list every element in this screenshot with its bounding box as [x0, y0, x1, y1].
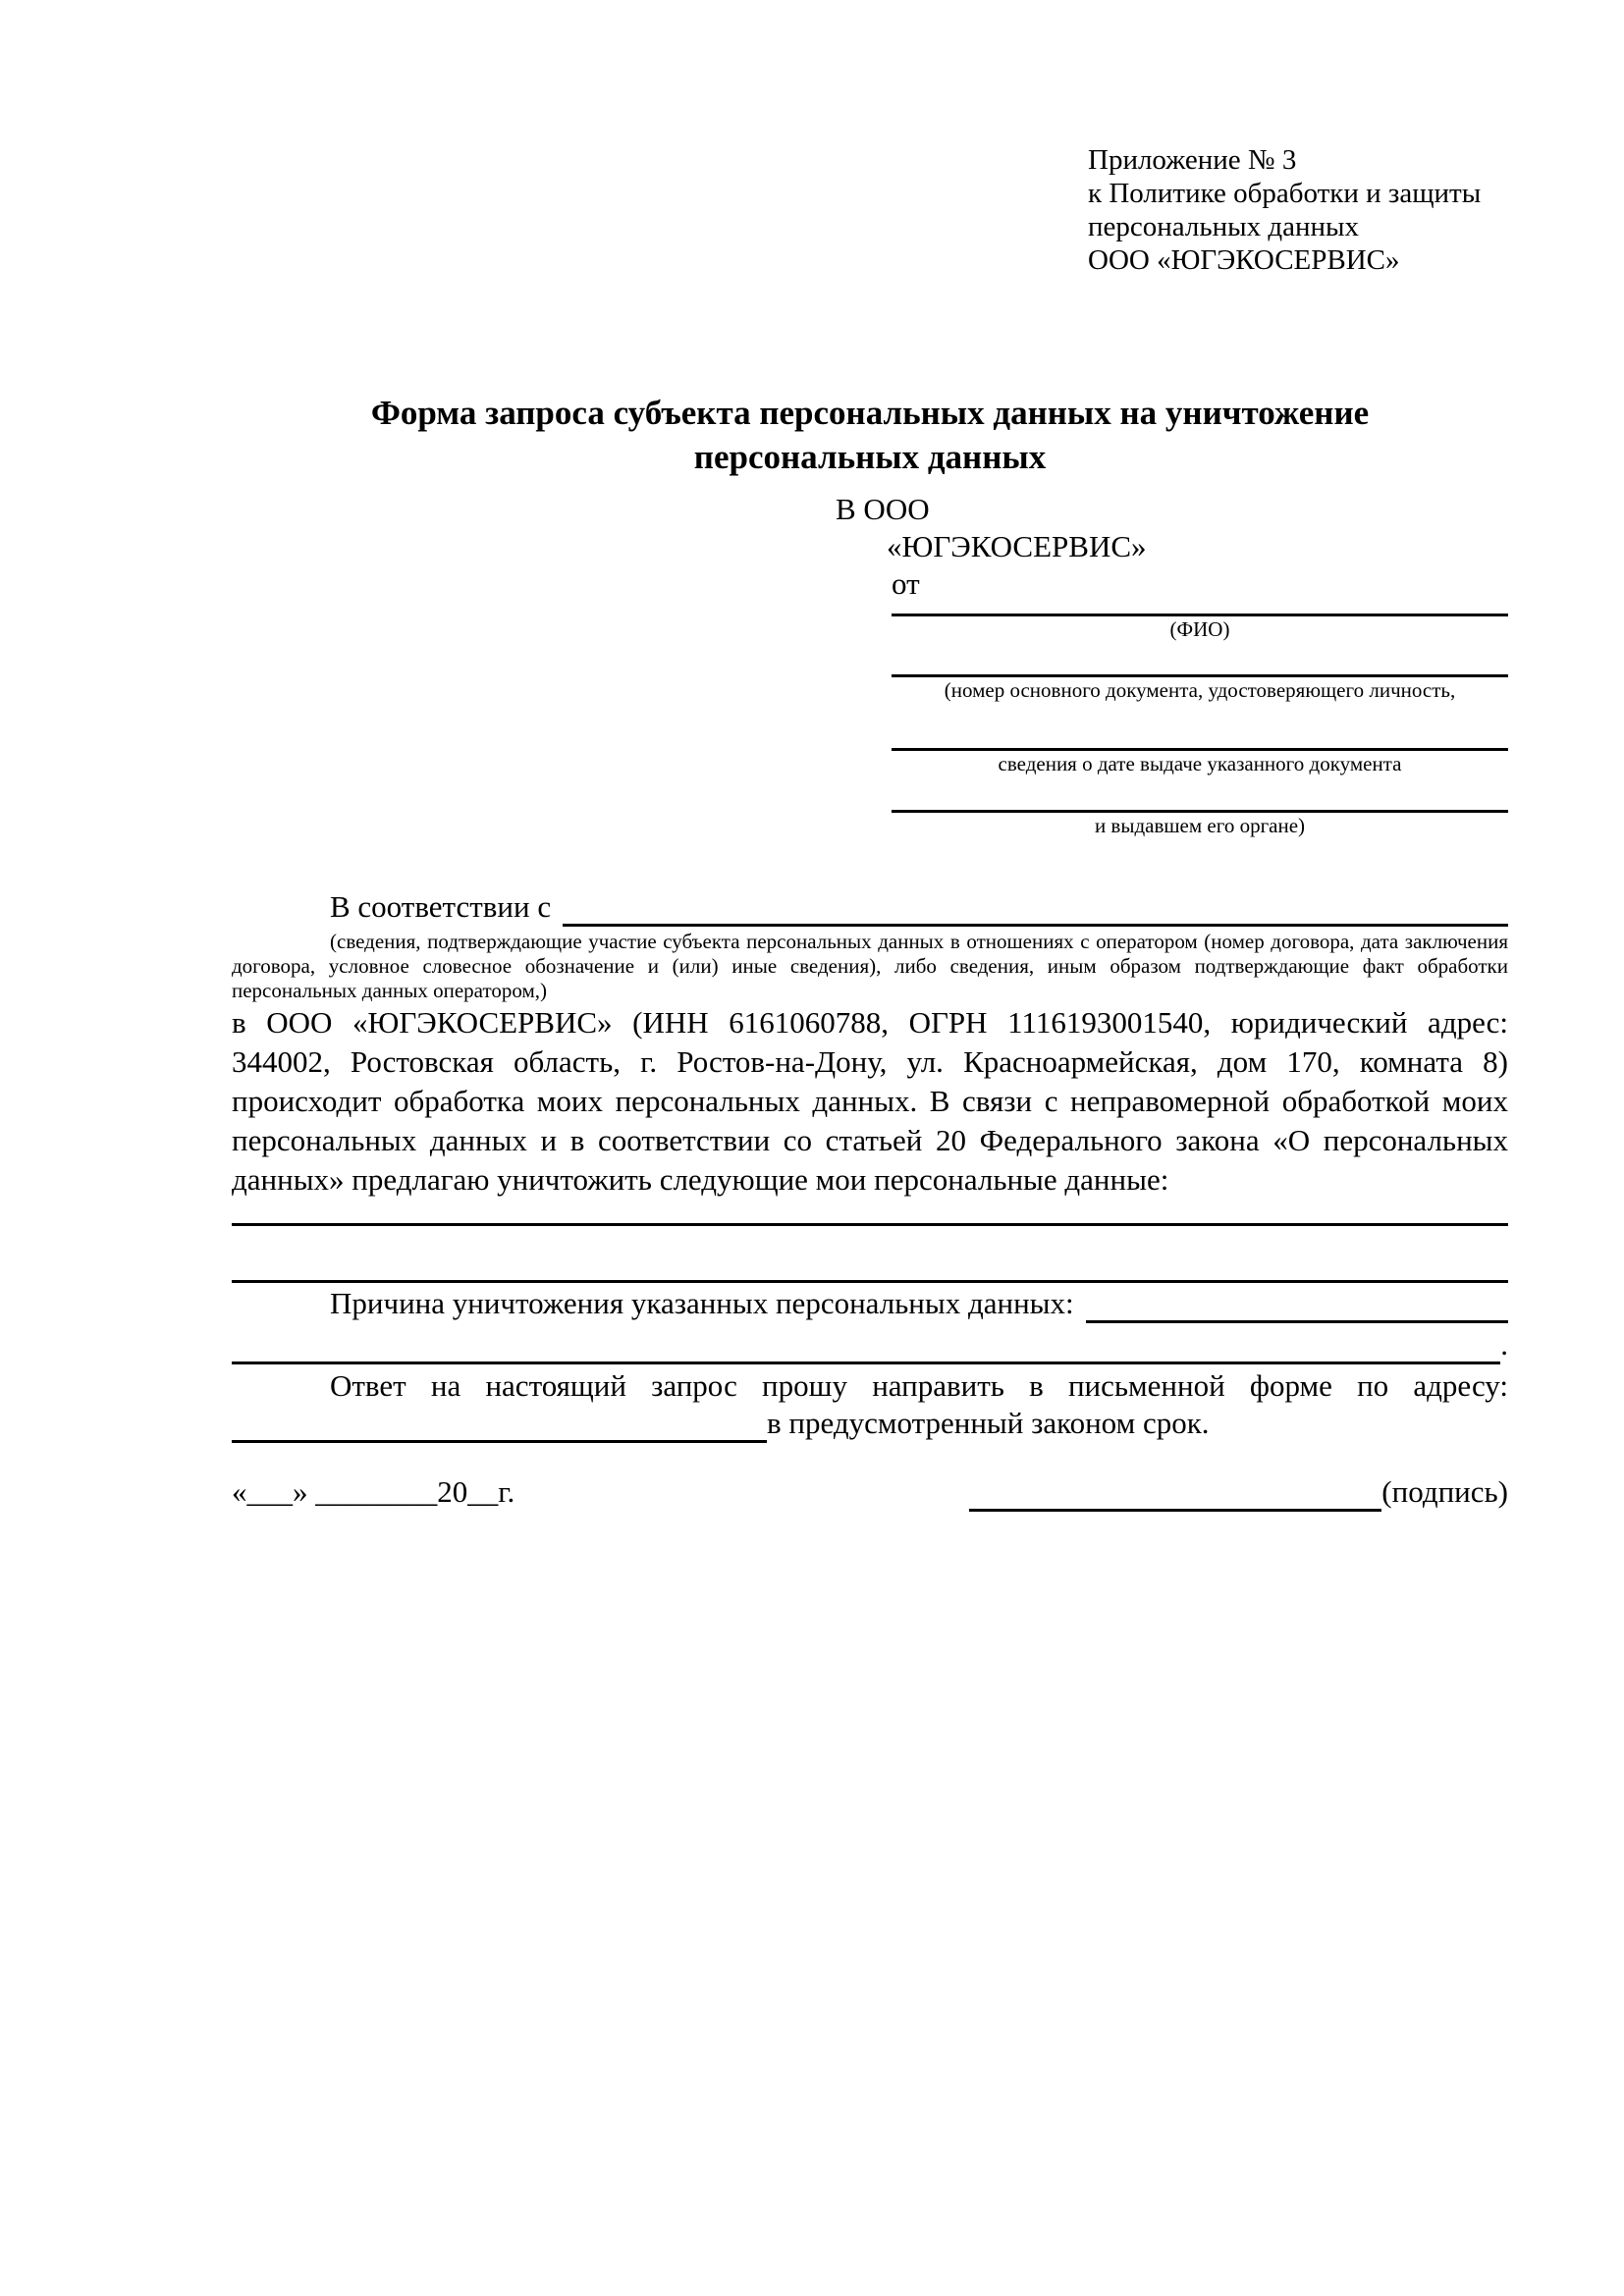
appendix-header-line: персональных данных: [1088, 211, 1360, 242]
addressee-from-label: от: [892, 566, 920, 601]
id-document-field-line: [892, 642, 1508, 677]
fio-field-caption: (ФИО): [1169, 617, 1230, 641]
signature-block: [969, 1472, 1508, 1512]
document-title-line-2: персональных данных: [693, 438, 1047, 476]
date-line: «___» ________20__г.: [232, 1474, 515, 1509]
address-row: [232, 1404, 1508, 1443]
answer-sentence: Ответ на настоящий запрос прошу направить в письменной форме по адресу:: [330, 1368, 1508, 1403]
issuing-authority-field-line: [892, 776, 1508, 813]
signature-caption: (подпись): [1381, 1474, 1508, 1509]
reason-prefix: Причина уничтожения указанных персональных данных:: [330, 1286, 1074, 1320]
reason-continuation-line: [232, 1362, 1500, 1364]
addressee-block: [232, 491, 1508, 838]
appendix-header-line: к Политике обработки и защиты: [1088, 178, 1482, 209]
data-to-destroy-line-2: [232, 1280, 1508, 1283]
main-paragraph: в ООО «ЮГЭКОСЕРВИС» (ИНН 6161060788, ОГРН 1116193001540, юридический адрес: 344002, Ростовская область, г. Ростов-на-Дону, ул. Красноармейская, дом 170, комната 8) происходит обработка моих персональных данных. В связи с неправомерной обработкой моих персональных данных и в соответствии со статьей 20 Федерального закона «О персональных данных» предлагаю уничтожить следующие мои персональные данные:: [232, 1005, 1508, 1197]
according-prefix: В соответствии с: [330, 889, 552, 924]
id-document-field-caption: (номер основного документа, удостоверяющего личность,: [944, 678, 1456, 702]
appendix-header-line: ООО «ЮГЭКОСЕРВИС»: [1088, 244, 1400, 276]
document-title: [232, 391, 1508, 479]
answer-suffix: в предусмотренный законом срок.: [767, 1406, 1210, 1440]
reason-continuation-row: [232, 1325, 1508, 1364]
according-field-line: [563, 924, 1508, 927]
data-to-destroy-line-1: [232, 1223, 1508, 1226]
addressee-to-prefix: В ООО: [836, 492, 930, 526]
issuing-authority-field-caption: и выдавшем его органе): [1094, 814, 1306, 837]
issuing-authority-field: [892, 776, 1508, 838]
appendix-header: [1088, 143, 1481, 277]
sentence-period: .: [1500, 1327, 1508, 1362]
id-document-field: [892, 642, 1508, 703]
fio-field: [892, 603, 1508, 642]
issue-date-field-caption: сведения о дате выдаче указанного документа: [998, 752, 1402, 775]
address-field-line: [232, 1440, 767, 1443]
reason-field-line: [1086, 1320, 1508, 1323]
issue-date-field: [892, 703, 1508, 776]
signature-field-line: [969, 1477, 1381, 1512]
addressee-company-name: «ЮГЭКОСЕРВИС»: [887, 529, 1147, 563]
fio-field-line: [892, 603, 1508, 616]
issue-date-field-line: [892, 703, 1508, 751]
appendix-header-line: Приложение № 3: [1088, 144, 1297, 176]
document-title-line-1: Форма запроса субъекта персональных данных на уничтожение: [370, 394, 1370, 432]
according-row: [232, 886, 1508, 927]
footer-row: [232, 1472, 1508, 1512]
reason-row: [232, 1284, 1508, 1323]
confirmation-note: (сведения, подтверждающие участие субъекта персональных данных в отношениях с оператором (номер договора, дата заключения договора, условное словесное обозначение и (или) иные сведения), либо сведения, иным образом подтверждающие факт обработки персональных данных оператором,): [232, 930, 1508, 1002]
